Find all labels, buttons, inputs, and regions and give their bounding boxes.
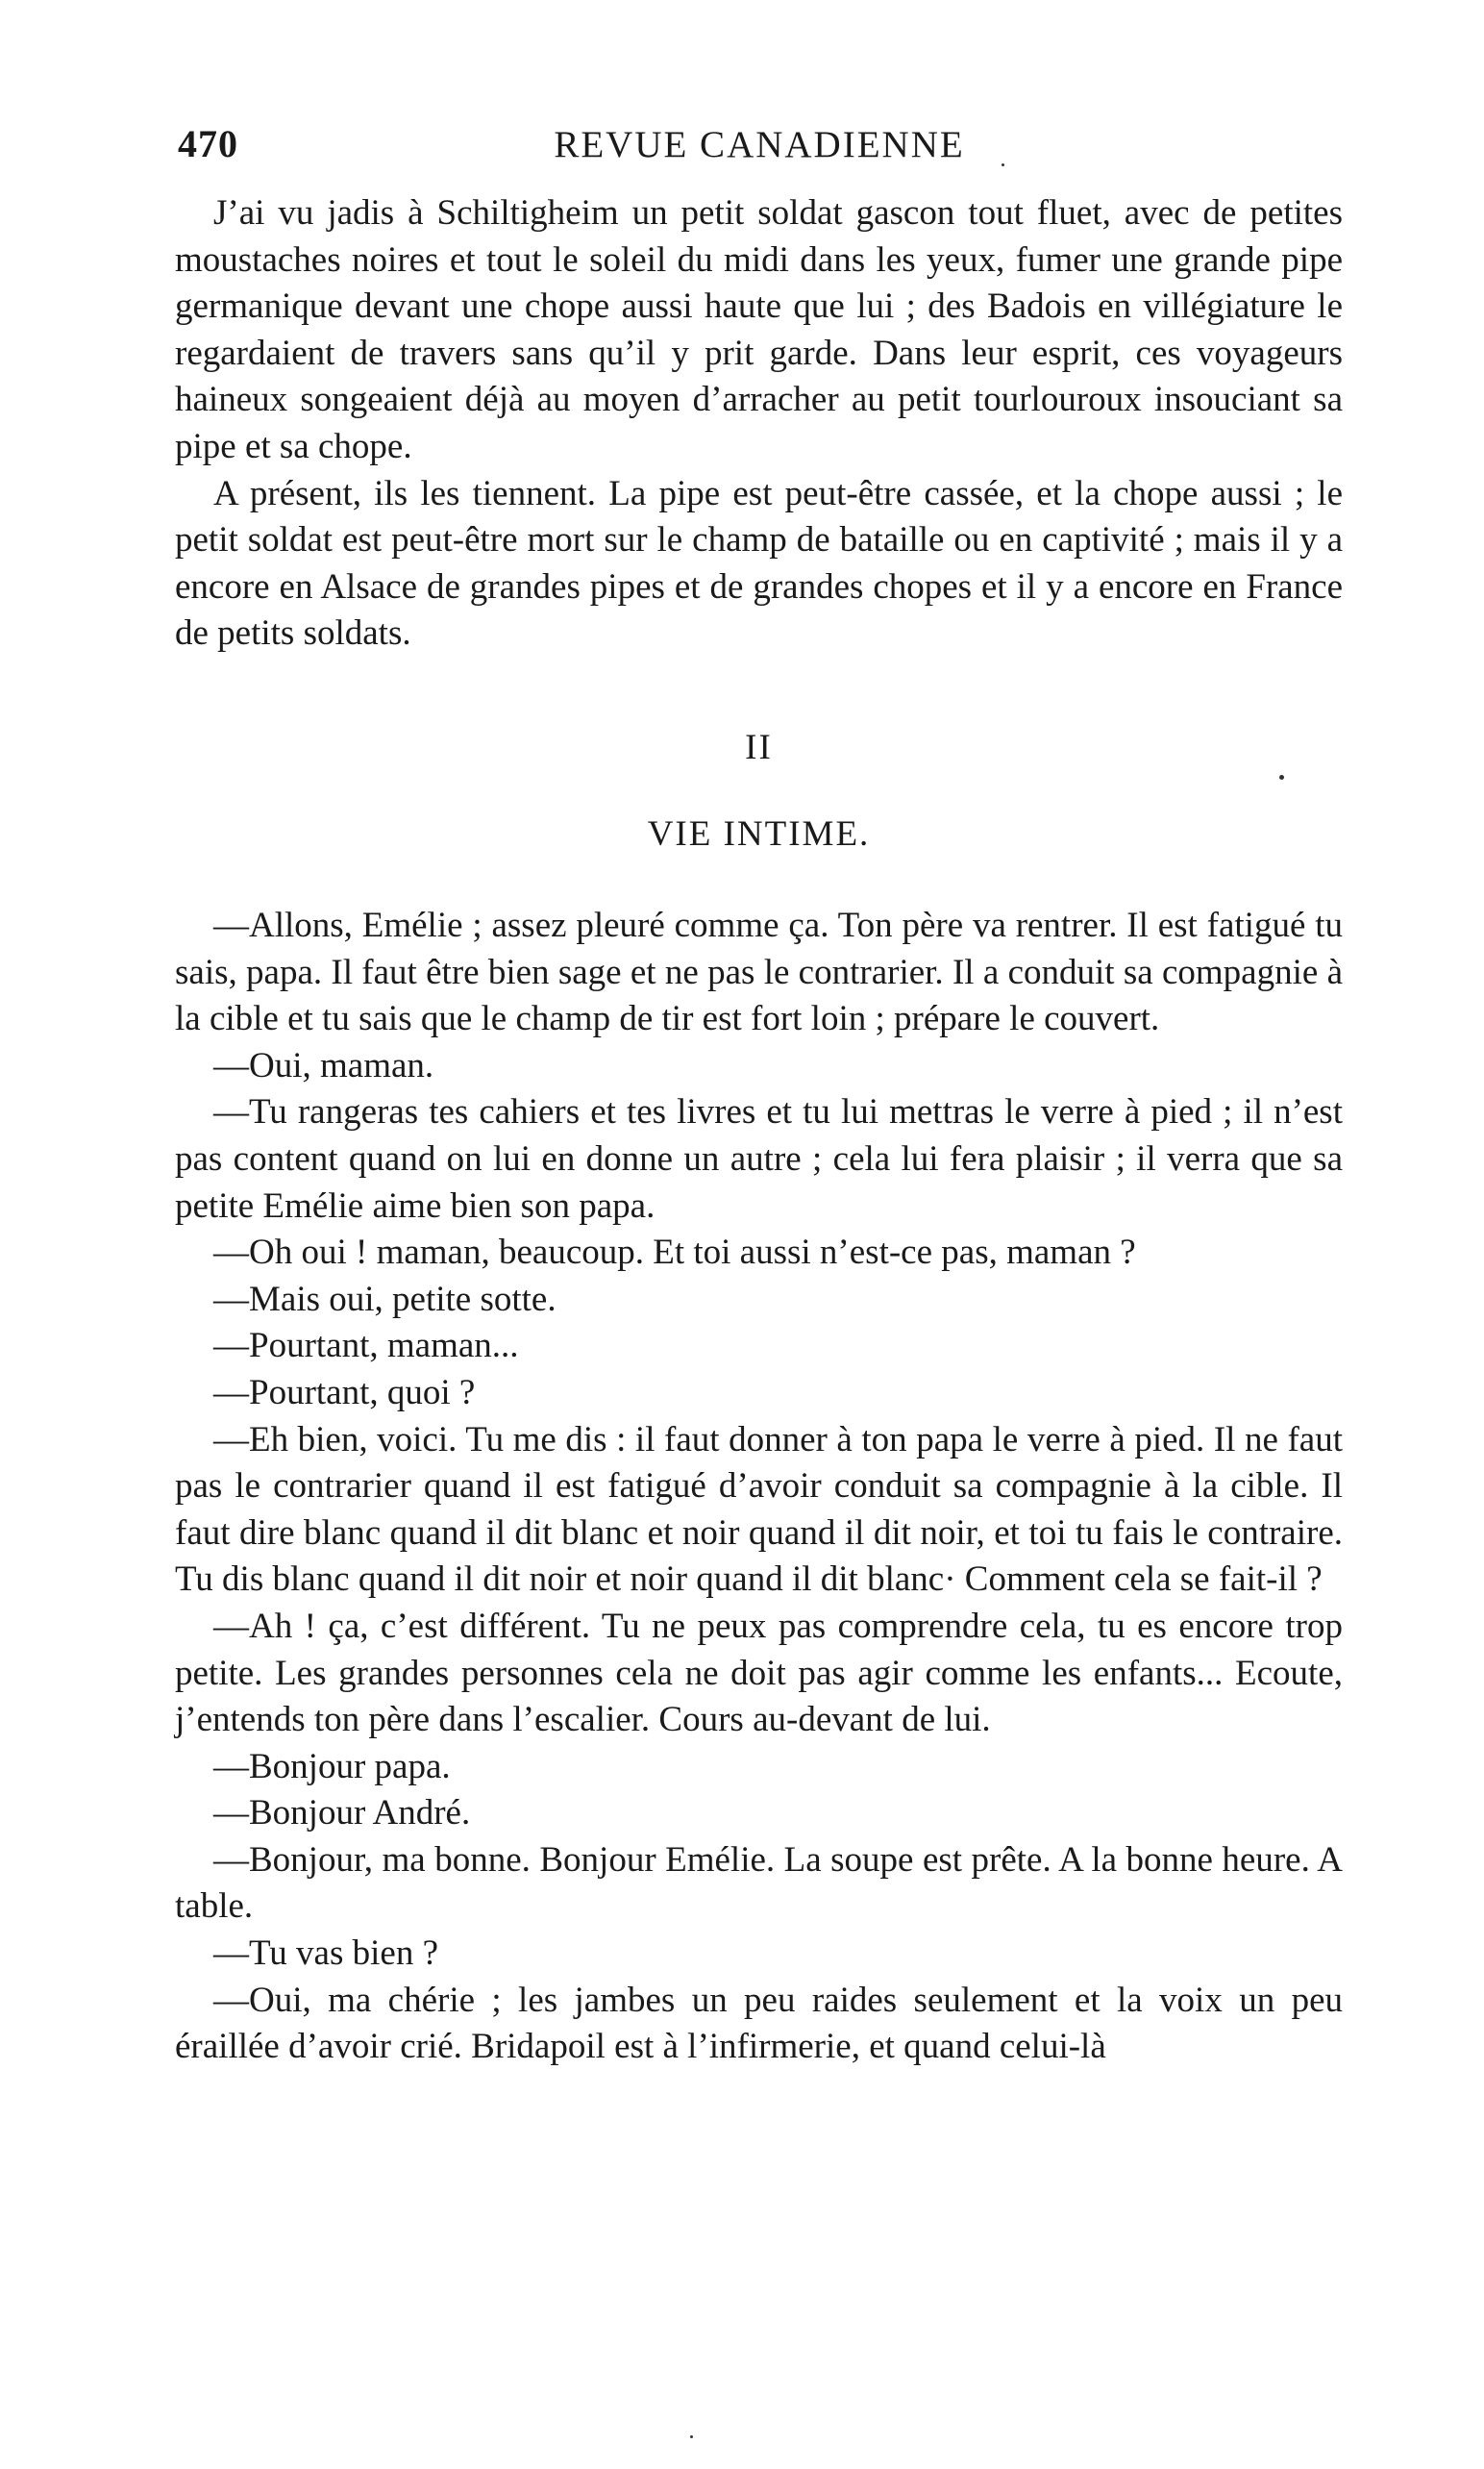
section-number: II bbox=[745, 728, 773, 767]
dialogue-line: —Oh oui ! maman, beaucoup. Et toi aussi n’est-ce pas, maman ? bbox=[213, 1233, 1136, 1273]
dialogue-line: —Bonjour André. bbox=[213, 1793, 471, 1833]
dialogue-line: —Tu vas bien ? bbox=[213, 1933, 438, 1974]
ink-speck bbox=[690, 2435, 693, 2438]
dialogue-line: —Oui, maman. bbox=[213, 1045, 434, 1085]
opening-text bbox=[175, 190, 1343, 658]
page-number: 470 bbox=[178, 122, 238, 165]
ink-speck bbox=[1002, 163, 1004, 166]
dialogue-line: —Mais oui, petite sotte. bbox=[213, 1279, 556, 1319]
dialogue-line: —Eh bien, voici. Tu me dis : il faut donner à ton papa le verre à pied. Il ne faut pas le contrarier quand il est fatigué d’avoir conduit sa compagnie à la cible. Il faut dire blanc quand il dit blanc et noir quand il dit noir, et toi tu fais le contraire. Tu dis blanc quand il dit noir et noir quand il dit blanc· Comment cela se fait-il ? bbox=[175, 1419, 1343, 1600]
dialogue-line: —Allons, Emélie ; assez pleuré comme ça. Ton père va rentrer. Il est fatigué tu sais, papa. Il faut être bien sage et ne pas le contrarier. Il a conduit sa compagnie à la cible et tu sais que le champ de tir est fort loin ; prépare le couvert. bbox=[175, 906, 1343, 1039]
dialogue-line: —Pourtant, maman... bbox=[213, 1326, 519, 1366]
dialogue-line: —Tu rangeras tes cahiers et tes livres et tu lui mettras le verre à pied ; il n’est pas content quand on lui en donne un autre ; cela lui fera plaisir ; il verra que sa petite Emélie aime bien son papa. bbox=[175, 1092, 1343, 1226]
paragraph: J’ai vu jadis à Schiltigheim un petit soldat gascon tout fluet, avec de petites moustaches noires et tout le soleil du midi dans les yeux, fumer une grande pipe germanique devant une chope aussi haute que lui ; des Badois en villégiature le regardaient de travers sans qu’il y prit garde. Dans leur esprit, ces voyageurs haineux songeaient déjà au moyen d’arracher au petit tourlouroux insouciant sa pipe et sa chope. bbox=[175, 193, 1343, 466]
running-head bbox=[178, 121, 1341, 171]
dialogue-line: —Bonjour, ma bonne. Bonjour Emélie. La soupe est prête. A la bonne heure. A table. bbox=[175, 1839, 1343, 1927]
paragraph: A présent, ils les tiennent. La pipe est peut-être cassée, et la chope aussi ; le petit soldat est peut-être mort sur le champ de bataille ou en captivité ; mais il y a encore en Alsace de grandes pipes et de grandes chopes et il y a encore en France de petits soldats. bbox=[175, 473, 1343, 654]
dialogue-line: —Ah ! ça, c’est différent. Tu ne peux pas comprendre cela, tu es encore trop petite. Les grandes personnes cela ne doit pas agir comme les enfants... Ecoute, j’entends ton père dans l’escalier. Cours au-devant de lui. bbox=[175, 1606, 1343, 1740]
ink-speck bbox=[1279, 775, 1284, 780]
dialogue-line: —Bonjour papa. bbox=[213, 1746, 451, 1786]
dialogue-line: —Pourtant, quoi ? bbox=[213, 1372, 476, 1412]
journal-title: REVUE CANADIENNE bbox=[554, 124, 965, 165]
dialogue-line: —Oui, ma chérie ; les jambes un peu raides seulement et la voix un peu éraillée d’avoir crié. Bridapoil est à l’infirmerie, et quand celui-là bbox=[175, 1980, 1343, 2067]
section-title: VIE INTIME. bbox=[647, 814, 871, 854]
dialogue-text bbox=[175, 903, 1343, 2071]
